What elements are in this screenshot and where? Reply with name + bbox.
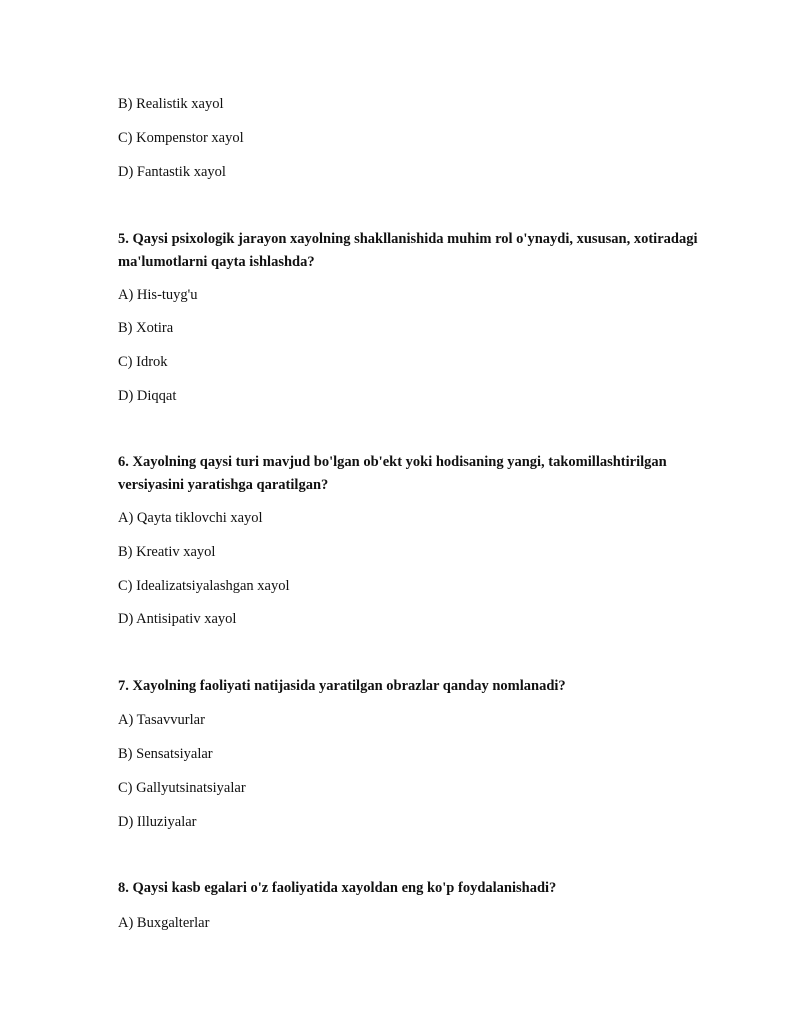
q7-option-a: A) Tasavvurlar [118,712,205,728]
q6-option-c: C) Idealizatsiyalashgan xayol [118,578,290,594]
q5-option-a: A) His-tuyg'u [118,287,198,303]
q7-option-b: B) Sensatsiyalar [118,746,213,762]
question-8-text: 8. Qaysi kasb egalari o'z faoliyatida xayoldan eng ko'p foydalanishadi? [118,880,557,896]
q6-option-a: A) Qayta tiklovchi xayol [118,510,263,526]
question-6-text: 6. Xayolning qaysi turi mavjud bo'lgan ob'ekt yoki hodisaning yangi, takomillashtirilgan versiyasini yaratishga qaratilgan? [118,454,667,493]
q6-option-d: D) Antisipativ xayol [118,611,237,627]
q5-option-d: D) Diqqat [118,388,177,404]
option-b-realistik: B) Realistik xayol [118,96,224,112]
q7-option-c: C) Gallyutsinatsiyalar [118,780,246,796]
option-d-fantastik: D) Fantastik xayol [118,164,226,180]
q5-option-b: B) Xotira [118,320,174,336]
question-7-text: 7. Xayolning faoliyati natijasida yaratilgan obrazlar qanday nomlanadi? [118,678,566,694]
q5-option-c: C) Idrok [118,354,168,370]
question-5-text: 5. Qaysi psixologik jarayon xayolning shakllanishida muhim rol o'ynaydi, xususan, xotiradagi ma'lumotlarni qayta ishlashda? [118,231,698,270]
q8-option-a: A) Buxgalterlar [118,915,210,931]
q7-option-d: D) Illuziyalar [118,814,197,830]
option-c-kompenstor: C) Kompenstor xayol [118,130,244,146]
q6-option-b: B) Kreativ xayol [118,544,216,560]
